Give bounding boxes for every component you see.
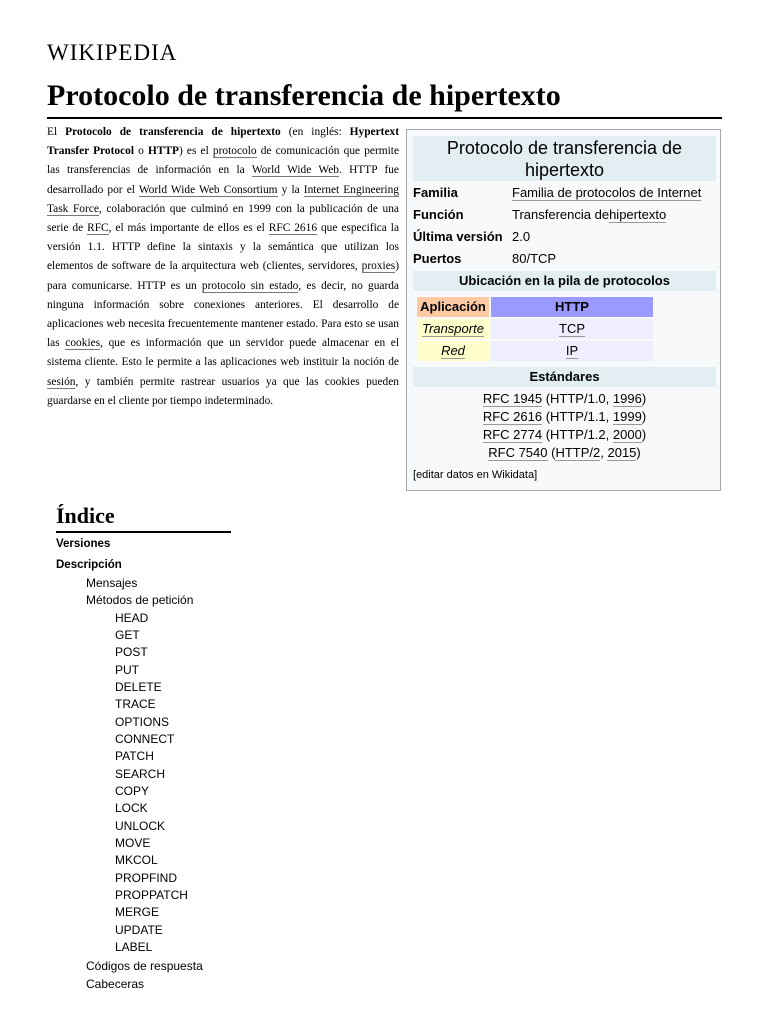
toc-item[interactable]: TRACE (115, 697, 156, 711)
intro-text: El (47, 126, 66, 138)
infobox-title: Protocolo de transferencia de hipertexto (413, 136, 716, 181)
version-link[interactable]: HTTP/2 (555, 445, 601, 460)
year-link[interactable]: 2000 (612, 427, 642, 442)
toc-item[interactable]: POST (115, 645, 148, 659)
intro-paragraph (47, 123, 399, 411)
standard-rfc2616: RFC 2616 (HTTP/1.1, 1999) (482, 409, 647, 424)
page-title: Protocolo de transferencia de hipertexto (47, 79, 561, 112)
rfc-link[interactable]: RFC 7540 (488, 445, 548, 460)
intro-link[interactable]: Internet Engineering Task Force (47, 183, 399, 215)
rfc-link[interactable]: RFC 1945 (482, 391, 543, 406)
standard-rfc7540: RFC 7540 (HTTP/2, 2015) (488, 445, 641, 460)
infobox-row-puertos (413, 251, 716, 271)
intro-link[interactable]: proxies (361, 260, 396, 273)
intro-bold-text: HTTP (147, 145, 179, 158)
toc-item[interactable]: COPY (115, 784, 150, 798)
intro-link[interactable]: RFC (87, 222, 109, 235)
toc-item[interactable]: PROPFIND (115, 871, 178, 885)
tcp-link[interactable]: TCP (559, 321, 585, 336)
infobox-row-version (413, 229, 716, 249)
intro-text: (en inglés: (280, 126, 350, 138)
edit-wikidata[interactable]: [editar datos en Wikidata] (413, 469, 538, 481)
toc-item[interactable]: PROPPATCH (115, 888, 188, 902)
toc-item[interactable]: Versiones (56, 538, 111, 550)
year-link[interactable]: 1996 (612, 391, 642, 406)
standards-header: Estándares (413, 367, 716, 387)
layer-red[interactable] (417, 341, 489, 361)
hipertexto-link[interactable]: hipertexto (609, 207, 667, 222)
standard-rfc1945: RFC 1945 (HTTP/1.0, 1996) (482, 391, 647, 406)
toc-item[interactable]: Códigos de respuesta (86, 959, 203, 973)
version-text: HTTP/1.1 (550, 409, 606, 424)
familia-link[interactable]: Familia de protocolos de Internet (512, 185, 702, 200)
intro-bold-text: Protocolo de transferencia de hipertexto (65, 126, 281, 138)
intro-link[interactable]: World Wide Web (251, 164, 339, 177)
infobox-row-familia (413, 185, 716, 205)
proto-tcp[interactable] (491, 319, 653, 339)
infobox-value: 80/TCP (512, 251, 557, 266)
intro-text: ) para comunicarse. HTTP es un (47, 260, 399, 292)
toc-title: Índice (56, 503, 231, 533)
toc-item[interactable]: HEAD (115, 611, 149, 625)
toc-item[interactable]: LABEL (115, 940, 153, 954)
intro-bold-text: Hypertext Transfer Protocol (47, 126, 399, 158)
intro-text: , que es información que un servidor puede almacenar en el sistema cliente. Esto le permite a las aplicaciones web instituir la noción de (47, 337, 399, 369)
red-link[interactable]: Red (441, 343, 465, 358)
toc-item[interactable]: Cabeceras (86, 977, 145, 991)
intro-text: , colaboración que culminó en 1999 con la publicación de una serie de (47, 202, 399, 235)
title-divider (47, 117, 722, 119)
toc-item[interactable]: SEARCH (115, 767, 166, 781)
standard-rfc2774: RFC 2774 (HTTP/1.2, 2000) (482, 427, 647, 442)
infobox-value (512, 207, 666, 222)
table-of-contents (56, 503, 231, 533)
intro-link[interactable]: protocolo (212, 145, 257, 158)
toc-item[interactable]: Mensajes (86, 576, 138, 590)
toc-item[interactable]: MOVE (115, 836, 151, 850)
intro-text: , el más importante de ellos es el (108, 222, 269, 235)
toc-item[interactable]: OPTIONS (115, 715, 170, 729)
rfc-link[interactable]: RFC 2774 (482, 427, 543, 442)
infobox-value: 2.0 (512, 229, 531, 244)
version-text: HTTP/1.2 (550, 427, 606, 442)
intro-link[interactable]: World Wide Web Consortium (138, 183, 278, 196)
year-link[interactable]: 2015 (607, 445, 637, 460)
toc-item[interactable]: Métodos de petición (86, 593, 194, 607)
toc-item[interactable]: MKCOL (115, 853, 158, 867)
intro-link[interactable]: cookies (65, 337, 101, 350)
toc-item[interactable]: UNLOCK (115, 819, 166, 833)
intro-link[interactable]: protocolo sin estado (201, 279, 299, 292)
intro-text: que especifica la versión 1.1. HTTP define la sintaxis y la semántica que utilizan los elementos de software de la arquitectura web (clientes, servidores, (47, 222, 400, 273)
intro-text: , y también permite rastrear usuarios ya que las cookies pueden guardarse en el cliente por tiempo indeterminado. (47, 375, 399, 407)
intro-link[interactable]: RFC 2616 (268, 222, 318, 235)
intro-text: , es decir, no guarda ninguna información sobre conexiones anteriores. El desarrollo de aplicaciones web necesita frecuentemente mantener estado. Para esto se usan las (47, 279, 399, 350)
transporte-link[interactable]: Transporte (422, 321, 484, 336)
intro-link[interactable]: sesión (47, 375, 76, 388)
edit-wikidata-label[interactable]: editar datos en Wikidata (416, 469, 535, 481)
rfc-link[interactable]: RFC 2616 (482, 409, 543, 424)
year-link[interactable]: 1999 (612, 409, 642, 424)
infobox (406, 129, 721, 491)
toc-item[interactable]: LOCK (115, 801, 148, 815)
infobox-label: Función (413, 207, 464, 222)
infobox-label: Última versión (413, 229, 503, 244)
intro-text: o (134, 145, 148, 158)
proto-http: HTTP (491, 297, 653, 317)
toc-item[interactable]: GET (115, 628, 140, 642)
intro-text: ) es el (179, 145, 213, 158)
toc-item[interactable]: PUT (115, 663, 139, 677)
version-text: HTTP/1.0 (550, 391, 606, 406)
infobox-row-funcion (413, 207, 716, 227)
layer-transporte[interactable] (417, 319, 489, 339)
stack-header: Ubicación en la pila de protocolos (413, 271, 716, 291)
toc-item[interactable]: DELETE (115, 680, 162, 694)
intro-text: de comunicación que permite las transferencias de información en la (47, 145, 399, 177)
intro-text: . HTTP fue desarrollado por el (47, 164, 399, 196)
toc-item[interactable]: CONNECT (115, 732, 175, 746)
intro-text: y la (277, 183, 304, 196)
funcion-text: Transferencia de (512, 207, 610, 222)
toc-item[interactable]: PATCH (115, 749, 154, 763)
wikipedia-logo[interactable]: WIKIPEDIA (47, 40, 178, 65)
ip-link[interactable]: IP (565, 343, 579, 358)
toc-item[interactable]: Descripción (56, 559, 122, 571)
infobox-label: Puertos (413, 251, 462, 266)
toc-item[interactable]: MERGE (115, 905, 160, 919)
infobox-label: Familia (413, 185, 458, 200)
toc-item[interactable]: UPDATE (115, 923, 163, 937)
proto-ip[interactable] (491, 341, 653, 361)
layer-aplicacion[interactable]: Aplicación (417, 297, 489, 317)
